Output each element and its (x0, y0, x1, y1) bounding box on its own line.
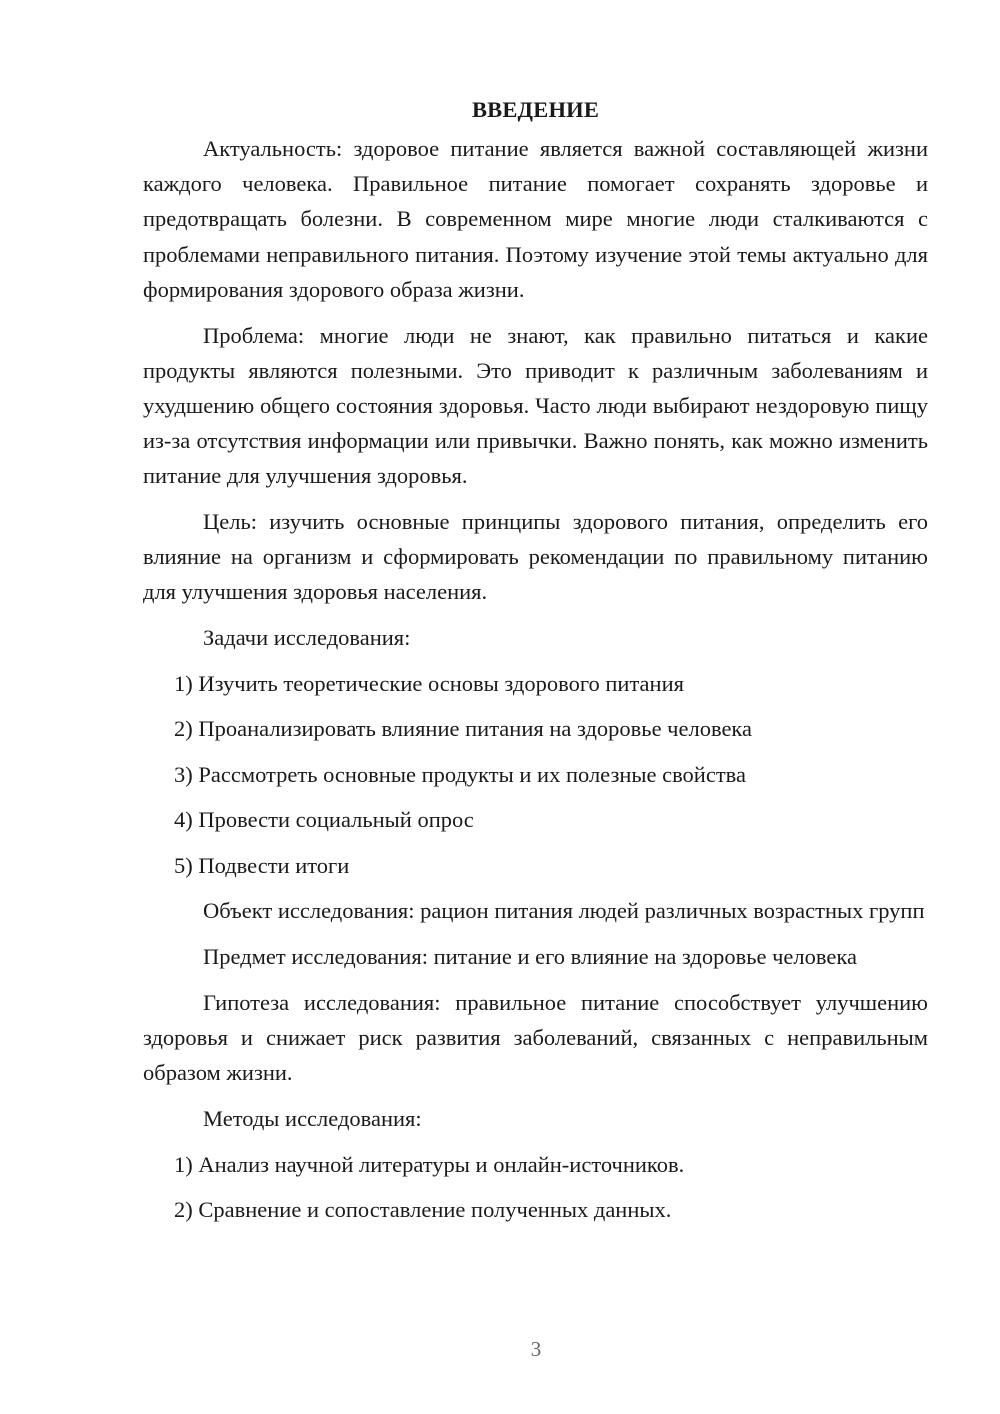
problem-paragraph: Проблема: многие люди не знают, как правильно питаться и какие продукты являются полезными. Это приводит к различным заболеваниям и ухудшению общего состояния здоровья. Часто люди выбирают нездоровую пищу из-за отсутствия информации или привычки. Важно понять, как можно изменить питание для улучшения здоровья. (143, 322, 928, 489)
task-item: 2) Проанализировать влияние питания на здоровье человека (174, 716, 753, 742)
task-item: 5) Подвести итоги (174, 852, 350, 878)
hypothesis-paragraph: Гипотеза исследования: правильное питание способствует улучшению здоровья и снижает риск развития заболеваний, связанных с неправильным образом жизни. (143, 989, 928, 1086)
methods-heading: Методы исследования: (203, 1105, 422, 1131)
task-item: 3) Рассмотреть основные продукты и их полезные свойства (174, 761, 746, 787)
page-title: ВВЕДЕНИЕ (471, 97, 600, 122)
subject-paragraph: Предмет исследования: питание и его влияние на здоровье человека (203, 944, 857, 970)
methods-list (143, 1147, 928, 1228)
method-item: 1) Анализ научной литературы и онлайн-источников. (174, 1151, 685, 1177)
method-item: 2) Сравнение и сопоставление полученных данных. (174, 1197, 672, 1223)
goal-paragraph: Цель: изучить основные принципы здорового питания, определить его влияние на организм и сформировать рекомендации по правильному питанию для улучшения здоровья населения. (143, 509, 928, 605)
object-paragraph: Объект исследования: рацион питания людей различных возрастных групп (203, 898, 925, 924)
page-body (143, 92, 928, 1238)
tasks-list (143, 666, 928, 883)
task-item: 4) Провести социальный опрос (174, 807, 474, 833)
page-number: 3 (530, 1337, 542, 1361)
task-item: 1) Изучить теоретические основы здорового питания (174, 670, 684, 696)
tasks-heading: Задачи исследования: (203, 625, 411, 651)
relevance-paragraph: Актуальность: здоровое питание является важной составляющей жизни каждого человека. Правильное питание помогает сохранять здоровье и предотвращать болезни. В современном мире многие люди сталкиваются с проблемами неправильного питания. Поэтому изучение этой темы актуально для формирования здорового образа жизни. (143, 136, 928, 302)
